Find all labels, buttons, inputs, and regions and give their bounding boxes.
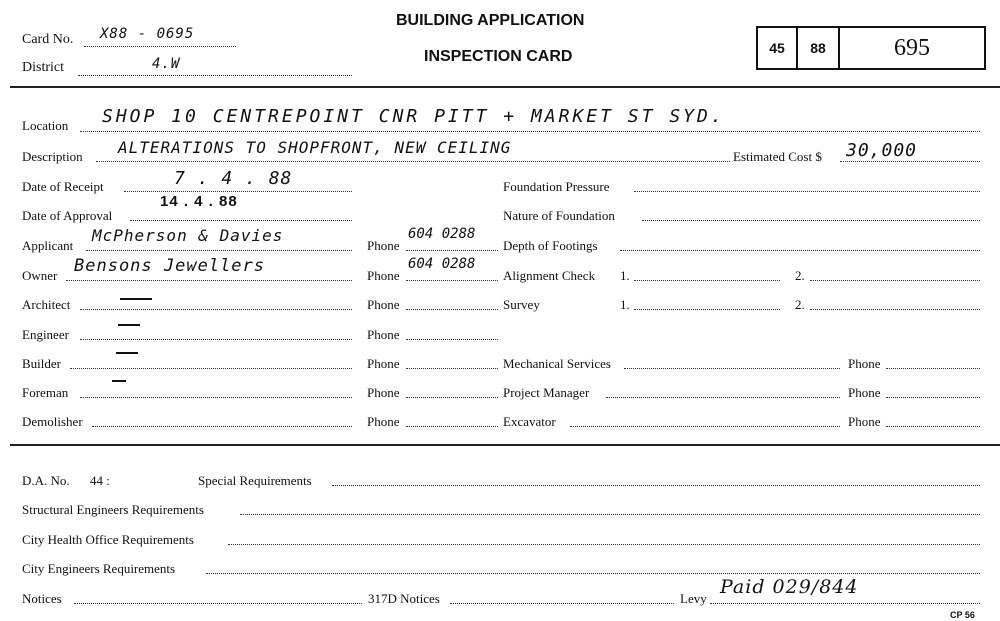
description-line xyxy=(96,161,730,162)
levy-value: Paid 029/844 xyxy=(720,576,859,598)
date-receipt-line xyxy=(124,191,352,192)
description-label: Description xyxy=(22,149,83,164)
date-approval-value: 14 . 4 . 88 xyxy=(160,193,238,210)
notices-line xyxy=(74,603,362,604)
box-cell-3: 695 xyxy=(894,34,930,61)
middle-divider xyxy=(10,444,1000,446)
mechanical-phone-line xyxy=(886,368,980,369)
applicant-label: Applicant xyxy=(22,238,74,253)
levy-label: Levy xyxy=(680,591,707,606)
project-manager-phone-line xyxy=(886,397,980,398)
owner-phone-label: Phone xyxy=(367,268,400,283)
builder-phone-label: Phone xyxy=(367,356,400,371)
nature-foundation-line xyxy=(642,220,980,221)
alignment-line1 xyxy=(634,280,780,281)
applicant-phone-value: 604 0288 xyxy=(408,226,476,242)
survey-num2: 2. xyxy=(795,297,805,312)
card-no-label: Card No. xyxy=(22,32,74,47)
builder-line xyxy=(70,368,352,369)
demolisher-phone-line xyxy=(406,426,498,427)
district-line xyxy=(78,75,352,76)
special-requirements-line xyxy=(332,485,980,486)
form-code: CP 56 xyxy=(950,610,975,620)
mechanical-phone-label: Phone xyxy=(848,356,881,371)
survey-num1: 1. xyxy=(620,297,630,312)
engineer-phone-label: Phone xyxy=(367,327,400,342)
notices-label: Notices xyxy=(22,591,62,606)
survey-line1 xyxy=(634,309,780,310)
engineers-line xyxy=(206,573,980,574)
engineer-dash xyxy=(118,324,140,326)
excavator-phone-line xyxy=(886,426,980,427)
owner-phone-value: 604 0288 xyxy=(408,256,476,272)
location-line xyxy=(80,131,980,132)
architect-line xyxy=(80,309,352,310)
excavator-label: Excavator xyxy=(503,414,556,429)
notices-317d-line xyxy=(450,603,674,604)
demolisher-label: Demolisher xyxy=(22,414,83,429)
owner-phone-line xyxy=(406,280,498,281)
builder-phone-line xyxy=(406,368,498,369)
project-manager-label: Project Manager xyxy=(503,385,590,400)
date-receipt-label: Date of Receipt xyxy=(22,179,104,194)
engineer-phone-line xyxy=(406,339,498,340)
health-label: City Health Office Requirements xyxy=(22,532,194,547)
card-no-value: X88 - 0695 xyxy=(100,26,195,42)
location-value: SHOP 10 CENTREPOINT CNR PITT + MARKET ST SYD. xyxy=(102,106,725,127)
estimated-cost-line xyxy=(840,161,980,162)
header-divider xyxy=(10,86,1000,88)
architect-dash xyxy=(120,298,152,300)
da-no-value: 44 : xyxy=(90,473,110,488)
alignment-num2: 2. xyxy=(795,268,805,283)
box-cell-2: 88 xyxy=(798,28,840,68)
special-requirements-label: Special Requirements xyxy=(198,473,312,488)
form-title-line1: BUILDING APPLICATION xyxy=(396,12,585,29)
alignment-num1: 1. xyxy=(620,268,630,283)
engineer-line xyxy=(80,339,352,340)
location-label: Location xyxy=(22,118,69,133)
district-value: 4.W xyxy=(152,56,181,72)
demolisher-phone-label: Phone xyxy=(367,414,400,429)
foreman-phone-line xyxy=(406,397,498,398)
architect-phone-line xyxy=(406,309,498,310)
engineers-label: City Engineers Requirements xyxy=(22,561,176,576)
depth-footings-label: Depth of Footings xyxy=(503,238,598,253)
structural-line xyxy=(240,514,980,515)
applicant-value: McPherson & Davies xyxy=(92,226,284,245)
applicant-line xyxy=(86,250,352,251)
foundation-pressure-line xyxy=(634,191,980,192)
da-no-label: D.A. No. xyxy=(22,473,70,488)
engineer-label: Engineer xyxy=(22,327,69,342)
foreman-phone-label: Phone xyxy=(367,385,400,400)
card-no-line xyxy=(84,46,236,47)
foreman-label: Foreman xyxy=(22,385,69,400)
survey-label: Survey xyxy=(503,297,540,312)
applicant-phone-line xyxy=(406,250,498,251)
excavator-phone-label: Phone xyxy=(848,414,881,429)
excavator-line xyxy=(570,426,840,427)
nature-foundation-label: Nature of Foundation xyxy=(503,208,615,223)
mechanical-label: Mechanical Services xyxy=(503,356,611,371)
architect-label: Architect xyxy=(22,297,71,312)
builder-dash xyxy=(116,352,138,354)
form-title-line2: INSPECTION CARD xyxy=(424,48,573,65)
survey-line2 xyxy=(810,309,980,310)
depth-footings-line xyxy=(620,250,980,251)
date-approval-line xyxy=(130,220,352,221)
card-number-box xyxy=(756,26,986,70)
estimated-cost-label: Estimated Cost $ xyxy=(733,149,822,164)
estimated-cost-value: 30,000 xyxy=(846,140,918,161)
owner-line xyxy=(66,280,352,281)
project-manager-phone-label: Phone xyxy=(848,385,881,400)
levy-line xyxy=(710,603,980,604)
foundation-pressure-label: Foundation Pressure xyxy=(503,179,610,194)
description-value: ALTERATIONS TO SHOPFRONT, NEW CEILING xyxy=(118,138,512,157)
notices-317d-label: 317D Notices xyxy=(368,591,440,606)
owner-label: Owner xyxy=(22,268,58,283)
foreman-line xyxy=(80,397,352,398)
foreman-dash xyxy=(112,380,126,382)
builder-label: Builder xyxy=(22,356,61,371)
box-cell-1: 45 xyxy=(758,28,798,68)
structural-label: Structural Engineers Requirements xyxy=(22,502,204,517)
alignment-check-label: Alignment Check xyxy=(503,268,596,283)
alignment-line2 xyxy=(810,280,980,281)
applicant-phone-label: Phone xyxy=(367,238,400,253)
architect-phone-label: Phone xyxy=(367,297,400,312)
date-approval-label: Date of Approval xyxy=(22,208,113,223)
demolisher-line xyxy=(92,426,352,427)
district-label: District xyxy=(22,60,64,75)
mechanical-line xyxy=(624,368,840,369)
owner-value: Bensons Jewellers xyxy=(74,256,265,276)
project-manager-line xyxy=(606,397,840,398)
health-line xyxy=(228,544,980,545)
date-receipt-value: 7 . 4 . 88 xyxy=(174,168,293,189)
